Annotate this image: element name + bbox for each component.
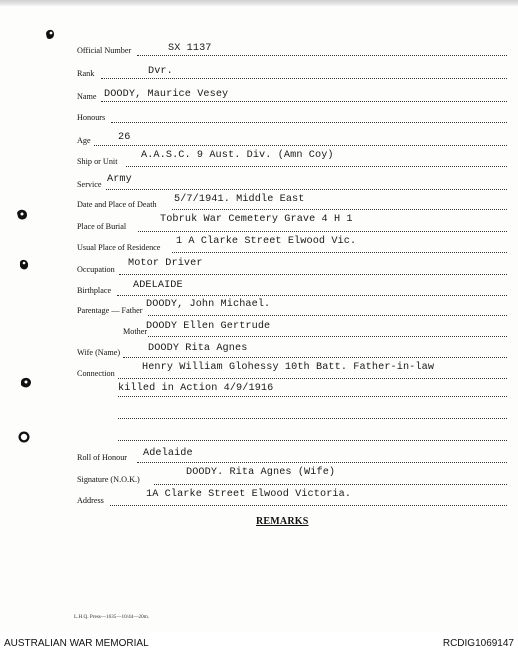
mother-value: DOODY Ellen Gertrude: [146, 321, 271, 332]
honours-line: [111, 122, 507, 123]
service-line: [106, 189, 507, 190]
birthplace-line: [117, 295, 507, 296]
address-label: Address: [77, 496, 104, 505]
roll-of-honour-value: Adelaide: [143, 448, 193, 459]
roll-of-honour-label: Roll of Honour: [77, 453, 128, 462]
rank-line: [101, 78, 507, 79]
connection-line-3: [118, 418, 507, 419]
mother-label: Mother: [123, 327, 148, 336]
connection-line-2: [118, 396, 507, 397]
honours-label: Honours: [77, 113, 106, 122]
punch-hole-5: [18, 430, 30, 444]
name-label: Name: [77, 92, 97, 101]
scan-edge: [0, 0, 518, 6]
address-line: [110, 505, 507, 506]
wife-line: [123, 357, 507, 358]
official-number-value: SX 1137: [168, 43, 212, 54]
mother-line: [148, 336, 507, 337]
punch-hole-3: [18, 258, 30, 272]
burial-value: Tobruk War Cemetery Grave 4 H 1: [160, 214, 353, 225]
ship-or-unit-value: A.A.S.C. 9 Aust. Div. (Amn Coy): [141, 150, 334, 161]
punch-hole-1: [44, 28, 56, 42]
rank-label: Rank: [77, 69, 95, 78]
birthplace-label: Birthplace: [77, 286, 112, 295]
death-value: 5/7/1941. Middle East: [174, 194, 305, 205]
ship-or-unit-label: Ship or Unit: [77, 157, 118, 166]
printer-imprint: L.H.Q. Press—1635—10/44—20m.: [74, 614, 150, 620]
age-line: [94, 145, 507, 146]
father-value: DOODY, John Michael.: [146, 299, 271, 310]
burial-line: [138, 231, 507, 232]
roll-of-honour-line: [137, 462, 507, 463]
rank-value: Dvr.: [148, 66, 173, 77]
official-number-line: [137, 55, 507, 56]
archive-footer: [0, 632, 518, 654]
connection-line-1: [118, 378, 507, 379]
service-label: Service: [77, 180, 102, 189]
punch-hole-2: [16, 208, 28, 222]
remarks-heading: REMARKS: [256, 516, 309, 527]
address-value: 1A Clarke Street Elwood Victoria.: [146, 489, 352, 500]
age-value: 26: [118, 132, 131, 143]
ship-or-unit-line: [126, 166, 507, 167]
archive-name: AUSTRALIAN WAR MEMORIAL: [4, 638, 149, 649]
birthplace-value: ADELAIDE: [133, 280, 183, 291]
connection-value-line2: killed in Action 4/9/1916: [118, 383, 274, 394]
connection-label: Connection: [77, 369, 115, 378]
occupation-line: [119, 274, 507, 275]
official-number-label: Official Number: [77, 46, 132, 55]
name-line: [101, 101, 507, 102]
connection-line-4: [118, 440, 507, 441]
death-line: [172, 209, 507, 210]
signature-nok-value: DOODY. Rita Agnes (Wife): [186, 467, 336, 478]
father-line: [148, 315, 507, 316]
father-label: Parentage — Father: [77, 306, 143, 315]
death-label: Date and Place of Death: [77, 200, 157, 209]
residence-label: Usual Place of Residence: [77, 243, 161, 252]
residence-line: [172, 252, 507, 253]
record-id: RCDIG1069147: [442, 638, 514, 649]
occupation-value: Motor Driver: [128, 258, 203, 269]
name-value: DOODY, Maurice Vesey: [104, 89, 229, 100]
connection-value: Henry William Glohessy 10th Batt. Father-in-law: [142, 362, 435, 373]
punch-hole-4: [20, 376, 32, 390]
wife-label: Wife (Name): [77, 348, 121, 357]
signature-nok-line: [154, 484, 507, 485]
occupation-label: Occupation: [77, 265, 115, 274]
burial-label: Place of Burial: [77, 222, 127, 231]
signature-nok-label: Signature (N.O.K.): [77, 475, 140, 484]
age-label: Age: [77, 136, 91, 145]
wife-value: DOODY Rita Agnes: [148, 343, 248, 354]
service-value: Army: [107, 174, 132, 185]
residence-value: 1 A Clarke Street Elwood Vic.: [176, 236, 357, 247]
